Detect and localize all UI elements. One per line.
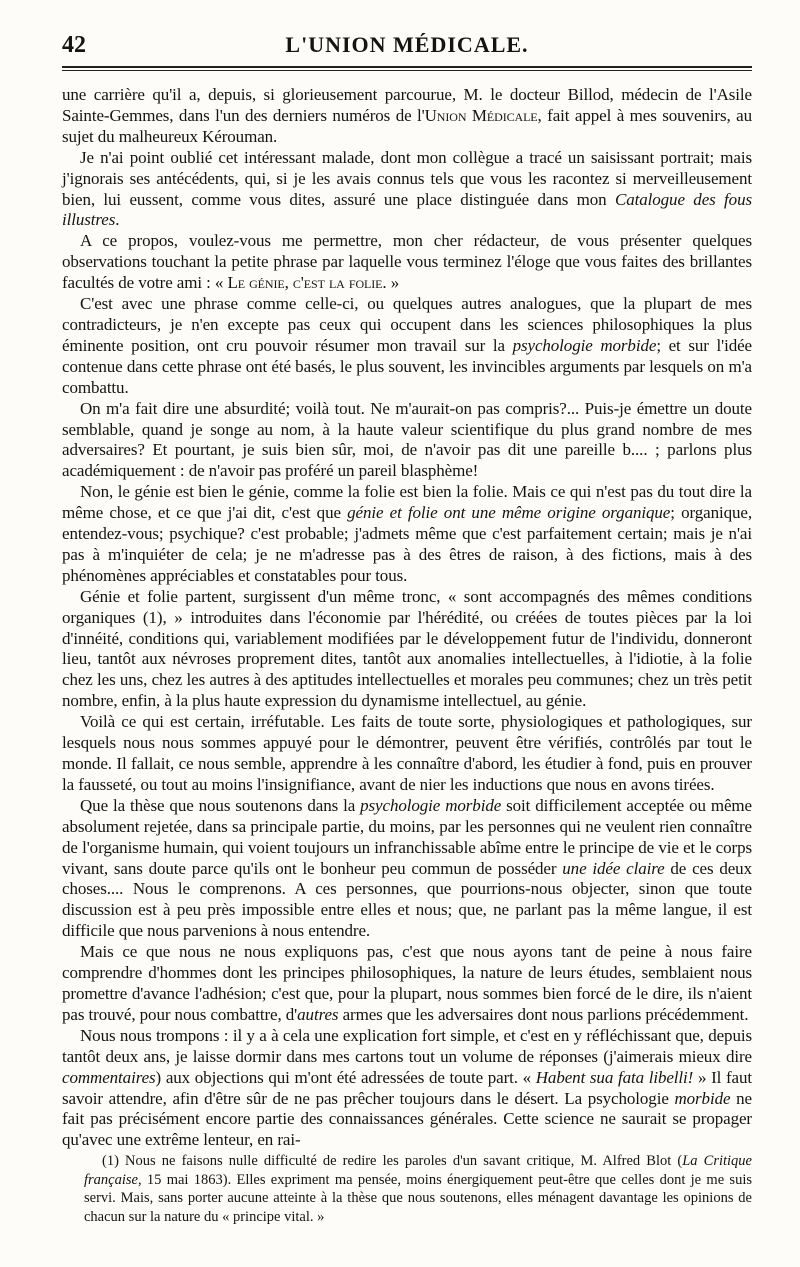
paragraph-6: Non, le génie est bien le génie, comme la folie est bien la folie. Mais ce qui n'est pas du tout dire la même chose, et ce que j'ai dit, c'est que génie et folie ont une même origine organique; organique, entendez-vous; psychique? c'est probable; j'admets même que c'est parfaitement certain; mais je n'ai pas à m'inquiéter de cela; je ne m'adresse pas à des êtres de raison, à des fictions, mais à des phénomènes appréciables et constatables pour tous.: [62, 482, 752, 585]
paragraph-8: Voilà ce qui est certain, irréfutable. Les faits de toute sorte, physiologiques et pathologiques, sur lesquels nous nous sommes appuyé pour le démontrer, peuvent être vérifiés, contrôlés par tout le monde. Il fallait, ce nous semble, apprendre à les connaître d'abord, les étudier à fond, puis en prouver la fausseté, ou tout au moins l'insignifiance, avant de nier les inductions que nous en avons tirées.: [62, 712, 752, 794]
footnotes: [84, 1152, 752, 1226]
running-head: L'UNION MÉDICALE.: [285, 32, 529, 57]
footnote-1: (1) Nous ne faisons nulle difficulté de redire les paroles d'un savant critique, M. Alfred Blot (La Critique française, 15 mai 1863). Elles expriment ma pensée, moins énergiquement peut-être que celles dont je me suis servi. Mais, sans porter aucune atteinte à la thèse que nous soutenons, elles ménagent davantage les opinions de chacun sur la nature du « principe vital. »: [84, 1153, 752, 1225]
paragraph-4: C'est avec une phrase comme celle-ci, ou quelques autres analogues, que la plupart de mes contradicteurs, je n'en excepte pas ceux qui occupent dans les sciences philosophiques la plus éminente position, ont cru pouvoir résumer mon travail sur la psychologie morbide; et sur l'idée contenue dans cette phrase ont été basés, le plus souvent, les invincibles arguments par lesquels on m'a combattu.: [62, 294, 752, 397]
page-number: 42: [62, 32, 86, 58]
paragraph-9: Que la thèse que nous soutenons dans la psychologie morbide soit difficilement acceptée ou même absolument rejetée, dans sa principale partie, du moins, par les personnes qui ne veulent rien connaître de l'organisme humain, qui voient toujours un infranchissable abîme entre le principe de vie et le corps vivant, sans doute parce qu'ils ont le bonheur peu commun de posséder une idée claire de ces deux choses.... Nous le comprenons. A ces personnes, que pourrions-nous objecter, sinon que toute discussion est à peu près impossible entre elles et nous; que, ne parlant pas la même langue, il est difficile que nous parvenions à nous entendre.: [62, 795, 752, 941]
header-rule: [62, 66, 752, 68]
paragraph-10: Mais ce que nous ne nous expliquons pas, c'est que nous ayons tant de peine à nous faire comprendre d'hommes dont les principes philosophiques, la nature de leurs études, semblaient nous promettre d'avance l'adhésion; c'est que, pour la plupart, nous sommes bien forcé de le dire, ils n'aient pas trouvé, pour nous combattre, d'autres armes que les adversaires dont nous parlions précédemment.: [62, 942, 752, 1024]
paragraph-3: A ce propos, voulez-vous me permettre, mon cher rédacteur, de vous présenter quelques observations touchant la petite phrase par laquelle vous terminez l'éloge que vous faites des brillantes facultés de votre ami : « Le génie, c'est la folie. »: [62, 231, 752, 293]
body-text: [62, 85, 752, 1151]
header-rule-thin: [62, 70, 752, 71]
paragraph-5: On m'a fait dire une absurdité; voilà tout. Ne m'aurait-on pas compris?... Puis-je émettre un doute semblable, quand je songe au nom, à la haute valeur scientifique du plus grand nombre de mes adversaires? Et pourtant, je suis bien sûr, moi, de n'avoir pas dit une pareille b.... ; parlons plus académiquement : de n'avoir pas proféré un pareil blasphème!: [62, 398, 752, 481]
paragraph-11: Nous nous trompons : il y a à cela une explication fort simple, et c'est en y réfléchissant que, depuis tantôt deux ans, je laisse dormir dans mes cartons tout un volume de réponses (j'aimerais mieux dire commentaires) aux objections qui m'ont été adressées de toute part. « Habent sua fata libelli! » Il faut savoir attendre, afin d'être sûr de ne pas prêcher toujours dans le désert. La psychologie morbide ne fait pas précisément encore partie des connaissances générales. Cette science ne saurait se propager qu'avec une extrême lenteur, en rai-: [62, 1025, 752, 1150]
paragraph-2: Je n'ai point oublié cet intéressant malade, dont mon collègue a tracé un saisissant portrait; mais j'ignorais ses antécédents, qui, si je les avais connus tels que vous les racontez si merveilleusement bien, lui eussent, comme vous dites, assuré une place distinguée dans mon Catalogue des fous illustres.: [62, 147, 752, 230]
paragraph-7: Génie et folie partent, surgissent d'un même tronc, « sont accompagnés des mêmes conditions organiques (1), » introduites dans l'économie par l'hérédité, ou créées de toutes pièces par la loi d'innéité, conditions qui, variablement modifiées par le développement futur de l'individu, donneront lieu, tantôt aux névroses proprement dites, tantôt aux anomalies intellectuelles, à l'idiotie, à la folie chez les uns, chez les autres à des aptitudes intellectuelles et morales peu communes; chez un très petit nombre, enfin, à la plus haute expression du dynamisme intellectuel, au génie.: [62, 586, 752, 711]
paragraph-1: une carrière qu'il a, depuis, si glorieusement parcourue, M. le docteur Billod, médecin de l'Asile Sainte-Gemmes, dans l'un des derniers numéros de l'Union Médicale, fait appel à mes souvenirs, au sujet du malheureux Kérouman.: [62, 85, 752, 146]
page-header: [62, 20, 752, 56]
